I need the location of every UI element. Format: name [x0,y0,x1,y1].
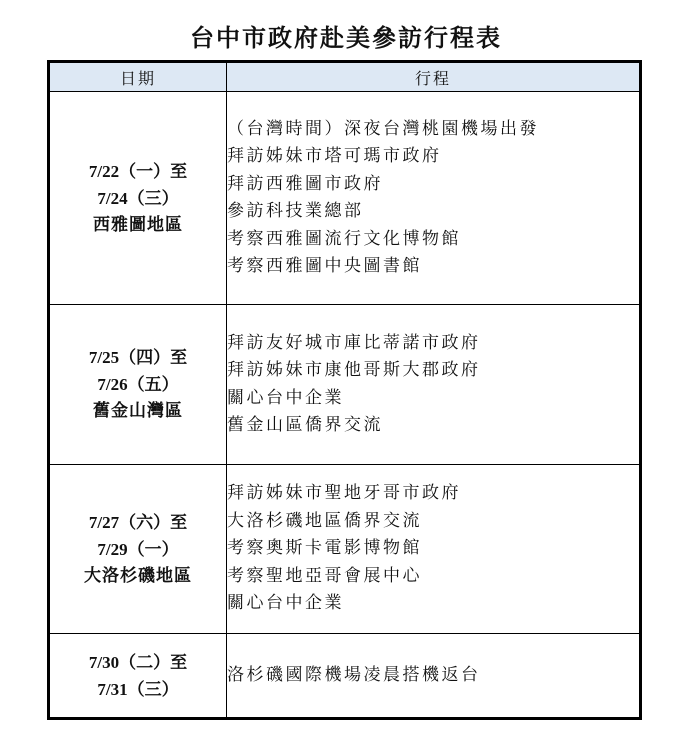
itinerary-table [47,60,642,720]
activity-item: 拜訪友好城市庫比蒂諾市政府 [227,332,481,353]
activity-item: 考察西雅圖中央圖書館 [227,256,422,276]
page-title: 台中市政府赴美參訪行程表 [190,23,502,52]
date-end: 7/26（五） [97,375,179,394]
table-row [49,634,641,719]
region: 西雅圖地區 [93,214,183,235]
activities-cell [227,634,641,719]
activity-item: 關心台中企業 [227,593,344,614]
date-start: 7/27（六）至 [88,512,188,532]
activity-item: 洛杉磯國際機場凌晨搭機返台 [227,664,481,685]
activity-item: 舊金山區僑界交流 [227,415,383,435]
activity-item: 拜訪西雅圖市政府 [227,173,383,194]
date-end: 7/29（一） [97,539,179,559]
table-header-row [49,62,641,92]
date-cell [49,92,227,305]
activity-item: 拜訪姊妹市塔可瑪市政府 [227,146,442,166]
date-start: 7/25（四）至 [88,348,188,367]
region: 大洛杉磯地區 [84,565,192,586]
activity-item: （台灣時間）深夜台灣桃園機場出發 [227,118,539,139]
table-row [49,92,641,305]
table-row [49,465,641,634]
date-start: 7/22（一）至 [88,161,188,181]
activity-item: 拜訪姊妹市聖地牙哥市政府 [227,483,461,504]
date-cell [49,465,227,634]
activity-item: 參訪科技業總部 [227,201,364,221]
date-start: 7/30（二）至 [88,652,188,672]
activity-item: 考察奧斯卡電影博物館 [227,538,422,559]
activity-item: 拜訪姊妹市康他哥斯大郡政府 [227,360,481,380]
date-end: 7/24（三） [97,188,179,208]
activities-cell [227,92,641,305]
activity-item: 大洛杉磯地區僑界交流 [227,510,422,531]
date-cell [49,305,227,465]
date-cell [49,634,227,719]
table-row [49,305,641,465]
header-date: 日期 [49,62,227,92]
region: 舊金山灣區 [93,401,183,421]
activities-cell [227,305,641,465]
date-end: 7/31（三） [97,679,179,699]
activity-item: 關心台中企業 [227,387,344,408]
activity-item: 考察聖地亞哥會展中心 [227,565,422,586]
activity-item: 考察西雅圖流行文化博物館 [227,228,461,249]
activities-cell [227,465,641,634]
header-itinerary: 行程 [227,62,641,92]
